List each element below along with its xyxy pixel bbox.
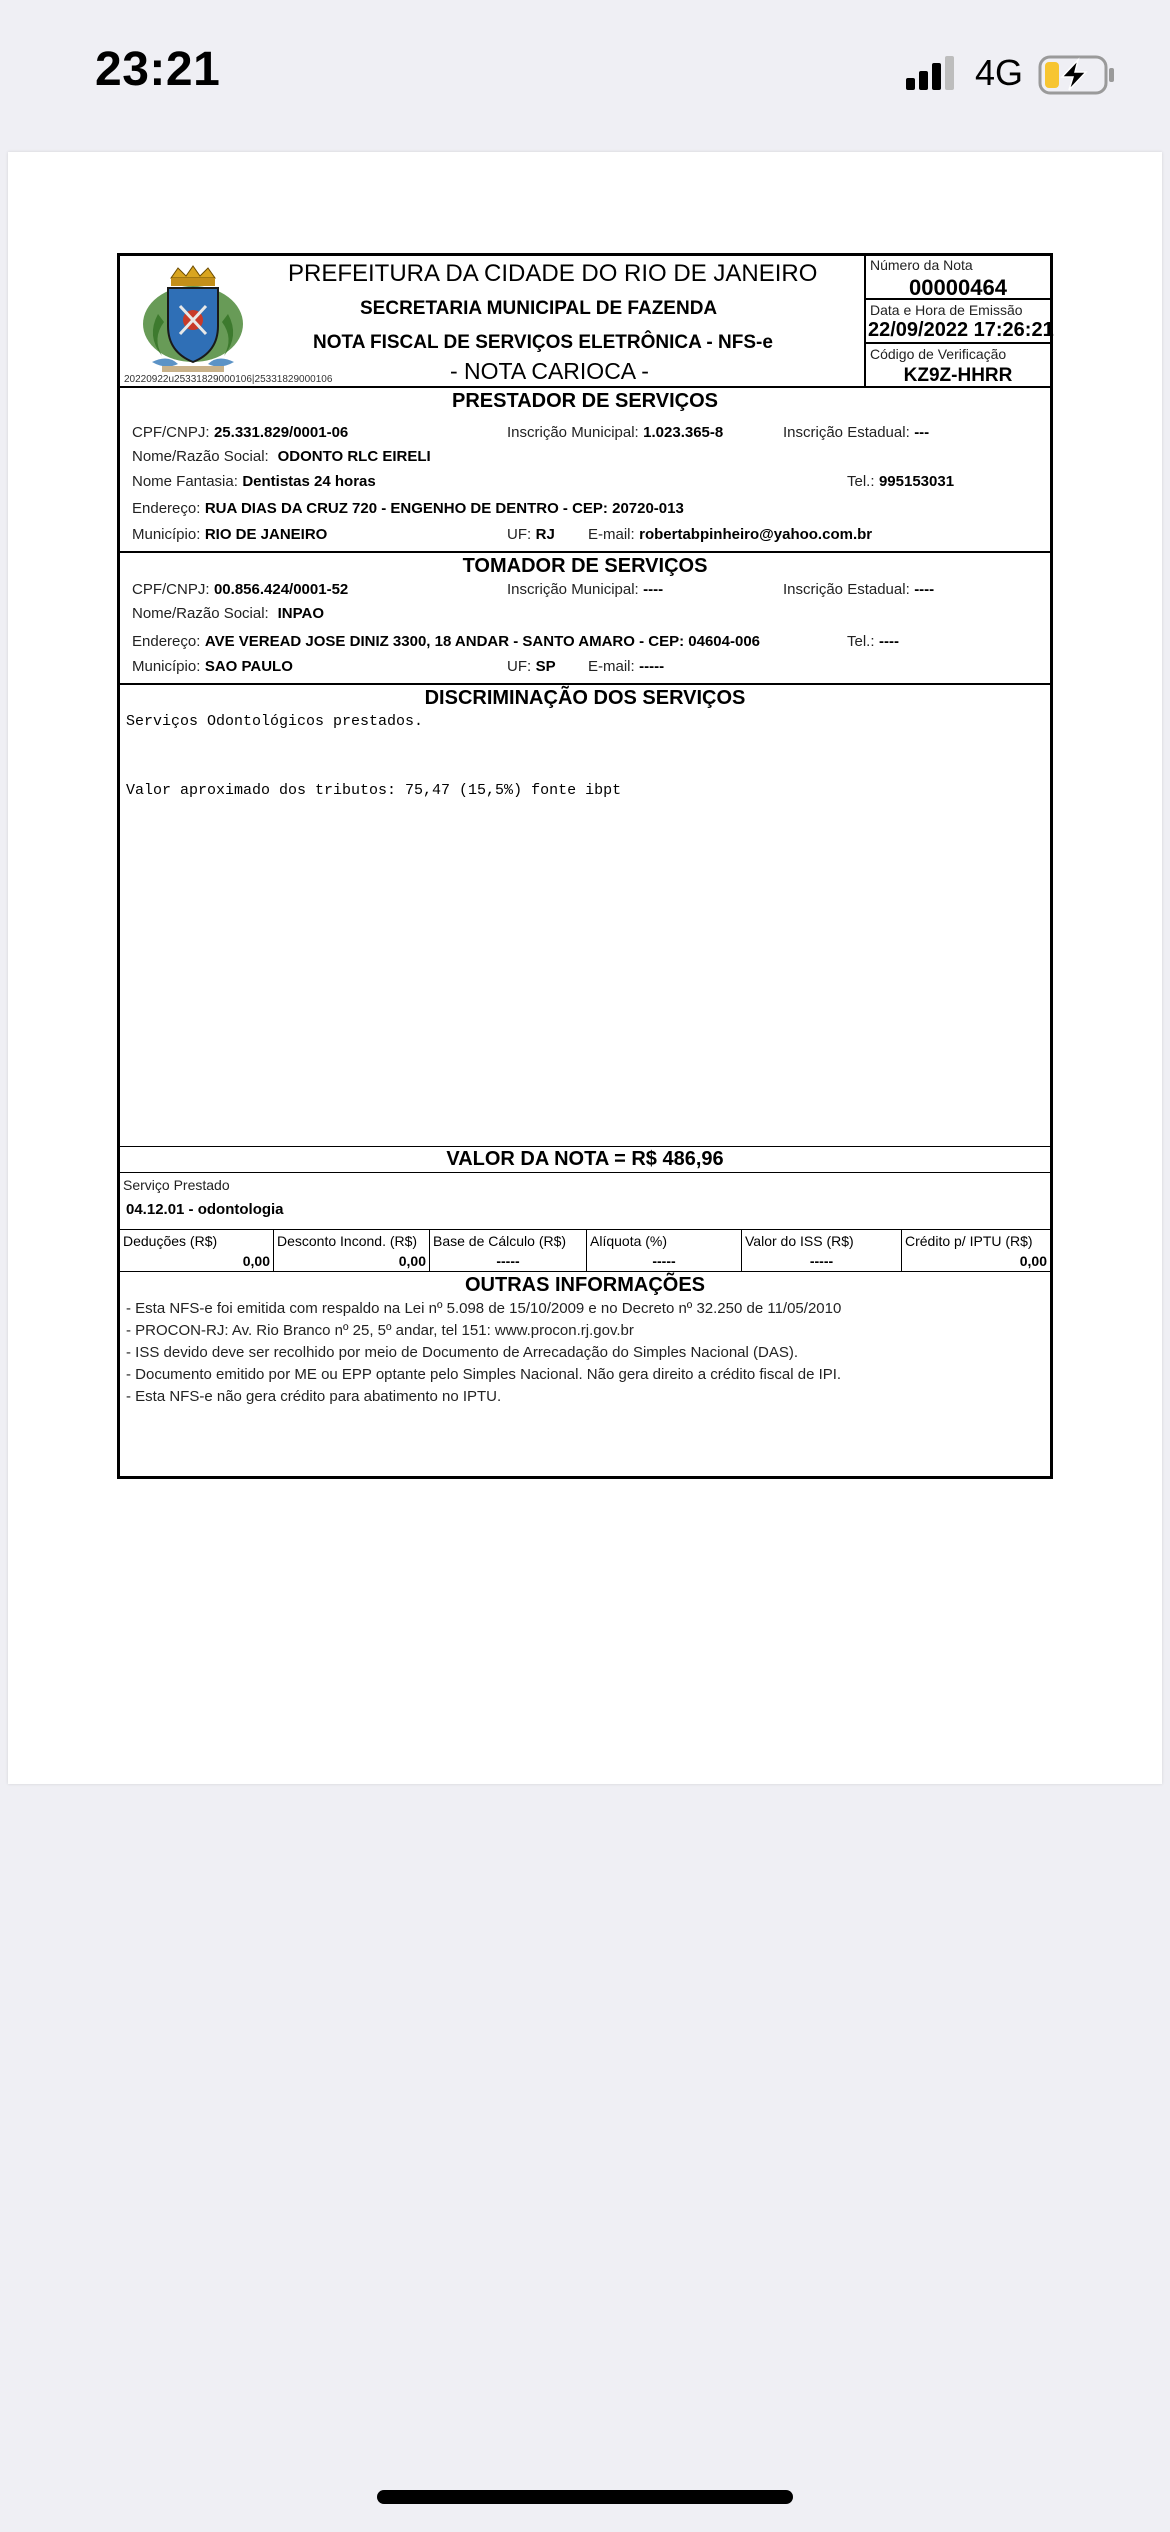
numero-box [864,256,1050,300]
battery-charging-icon [1038,55,1116,95]
secretaria-title: SECRETARIA MUNICIPAL DE FAZENDA [360,298,718,319]
email-label: E-mail: [588,526,635,543]
email-label: E-mail: [588,658,635,675]
valor-iss-value: ----- [809,1253,834,1269]
numero-label: Número da Nota [870,257,973,273]
status-bar [0,0,1170,150]
base-calculo-cell [430,1230,587,1272]
aliquota-value: ----- [652,1253,676,1269]
home-indicator[interactable] [377,2490,793,2504]
desconto-value: 0,00 [398,1253,426,1269]
uf-value: RJ [535,526,555,543]
prestador-email [588,526,872,544]
cpf-value: 25.331.829/0001-06 [213,424,349,441]
municipio-label: Município: [132,658,201,675]
tomador-im [507,581,663,599]
municipio-value: SAO PAULO [204,658,293,675]
nfse-document [117,253,1053,1479]
uf-label: UF: [507,526,532,543]
outras-line: - PROCON-RJ: Av. Rio Branco nº 25, 5º andar, tel 151: www.procon.rj.gov.br [126,1322,634,1339]
valor-section [120,1147,1050,1173]
prestador-endereco [132,500,684,518]
tel-value: ---- [878,633,899,650]
razao-label: Nome/Razão Social: [132,448,269,465]
prestador-uf [507,526,555,544]
ie-label: Inscrição Estadual: [783,424,910,441]
endereco-label: Endereço: [132,500,201,517]
prestador-ie [783,424,929,442]
desconto-cell [274,1230,430,1272]
razao-label: Nome/Razão Social: [132,605,269,622]
prestador-cpf [132,424,348,442]
verificacao-box [864,344,1050,388]
base-calculo-value: ----- [496,1253,520,1269]
deducoes-value: 0,00 [242,1253,270,1269]
tel-label: Tel.: [847,473,875,490]
deducoes-label: Deduções (R$) [123,1233,218,1249]
ie-value: ---- [914,581,935,598]
valor-total: VALOR DA NOTA = R$ 486,96 [446,1148,724,1170]
prestador-municipio [132,526,327,544]
discriminacao-title: DISCRIMINAÇÃO DOS SERVIÇOS [424,687,746,709]
tel-label: Tel.: [847,633,875,650]
municipio-value: RIO DE JANEIRO [204,526,328,543]
outras-section [120,1272,1050,1476]
outras-title: OUTRAS INFORMAÇÕES [465,1274,705,1296]
prestador-fantasia [132,473,376,491]
tomador-email [588,658,664,676]
header-section [120,256,1054,388]
prestador-razao [132,448,431,466]
verificacao-value: KZ9Z-HHRR [903,365,1013,386]
aliquota-label: Alíquota (%) [590,1233,668,1249]
outras-line: - Documento emitido por ME ou EPP optante pelo Simples Nacional. Não gera direito a crédito fiscal de IPI. [126,1366,842,1383]
city-hall-title: PREFEITURA DA CIDADE DO RIO DE JANEIRO [288,260,818,287]
servico-section [120,1173,1050,1230]
email-value: ----- [639,658,665,675]
tomador-cpf [132,581,348,599]
cpf-value: 00.856.424/0001-52 [213,581,349,598]
im-label: Inscrição Municipal: [507,424,639,441]
uf-label: UF: [507,658,532,675]
cpf-label: CPF/CNPJ: [132,424,210,441]
tomador-ie [783,581,934,599]
aliquota-cell [587,1230,742,1272]
discriminacao-line-1: Serviços Odontológicos prestados. [126,713,424,730]
verificacao-label: Código de Verificação [870,346,1007,362]
credito-iptu-value: 0,00 [1019,1253,1047,1269]
razao-value: INPAO [277,605,325,622]
signal-bars-icon [906,56,960,90]
outras-line: - Esta NFS-e foi emitida com respaldo na Lei nº 5.098 de 15/10/2009 e no Decreto nº 32.250 de 11/05/2010 [126,1300,842,1317]
tributos-row [120,1230,1050,1272]
nota-carioca-title: - NOTA CARIOCA - [450,358,649,384]
im-label: Inscrição Municipal: [507,581,639,598]
barcode-text: 20220922u25331829000106|25331829000106 [124,374,333,385]
tomador-title: TOMADOR DE SERVIÇOS [462,555,708,577]
numero-value: 00000464 [909,275,1007,300]
discriminacao-section [120,685,1050,1147]
desconto-label: Desconto Incond. (R$) [277,1233,418,1249]
fantasia-label: Nome Fantasia: [132,473,238,490]
prestador-section [120,388,1050,553]
prestador-title: PRESTADOR DE SERVIÇOS [452,390,718,412]
im-value: 1.023.365-8 [643,424,724,441]
document-type-title: NOTA FISCAL DE SERVIÇOS ELETRÔNICA - NFS-e [313,332,773,353]
endereco-label: Endereço: [132,633,201,650]
valor-iss-cell [742,1230,902,1272]
outras-line: - Esta NFS-e não gera crédito para abatimento no IPTU. [126,1388,502,1405]
base-calculo-label: Base de Cálculo (R$) [433,1233,567,1249]
tomador-tel [847,633,899,651]
city-coat-of-arms-icon [138,264,248,376]
endereco-value: RUA DIAS DA CRUZ 720 - ENGENHO DE DENTRO - CEP: 20720-013 [204,500,684,517]
endereco-value: AVE VEREAD JOSE DINIZ 3300, 18 ANDAR - SANTO AMARO - CEP: 04604-006 [204,633,760,650]
cpf-label: CPF/CNPJ: [132,581,210,598]
emissao-value: 22/09/2022 17:26:21 [868,319,1054,341]
servico-label: Serviço Prestado [123,1177,230,1193]
network-type: 4G [975,52,1024,93]
emissao-box [864,300,1054,344]
clock: 23:21 [95,43,221,96]
prestador-tel [847,473,954,491]
credito-iptu-cell [902,1230,1050,1272]
uf-value: SP [535,658,556,675]
outras-line: - ISS devido deve ser recolhido por meio de Documento de Arrecadação do Simples Nacional (DAS). [126,1344,799,1361]
ie-label: Inscrição Estadual: [783,581,910,598]
tomador-razao [132,605,324,623]
im-value: ---- [643,581,664,598]
prestador-im [507,424,723,442]
valor-iss-label: Valor do ISS (R$) [745,1233,854,1249]
credito-iptu-label: Crédito p/ IPTU (R$) [905,1233,1033,1249]
discriminacao-line-2: Valor aproximado dos tributos: 75,47 (15,5%) fonte ibpt [126,782,622,799]
deducoes-cell [120,1230,274,1272]
razao-value: ODONTO RLC EIRELI [277,448,431,465]
email-value: robertabpinheiro@yahoo.com.br [639,526,873,543]
tomador-uf [507,658,556,676]
fantasia-value: Dentistas 24 horas [242,473,376,490]
emissao-label: Data e Hora de Emissão [870,302,1023,318]
municipio-label: Município: [132,526,201,543]
servico-value: 04.12.01 - odontologia [126,1201,284,1218]
tomador-municipio [132,658,293,676]
tomador-section [120,553,1050,685]
tel-value: 995153031 [878,473,955,490]
ie-value: --- [914,424,930,441]
tomador-endereco [132,633,760,651]
